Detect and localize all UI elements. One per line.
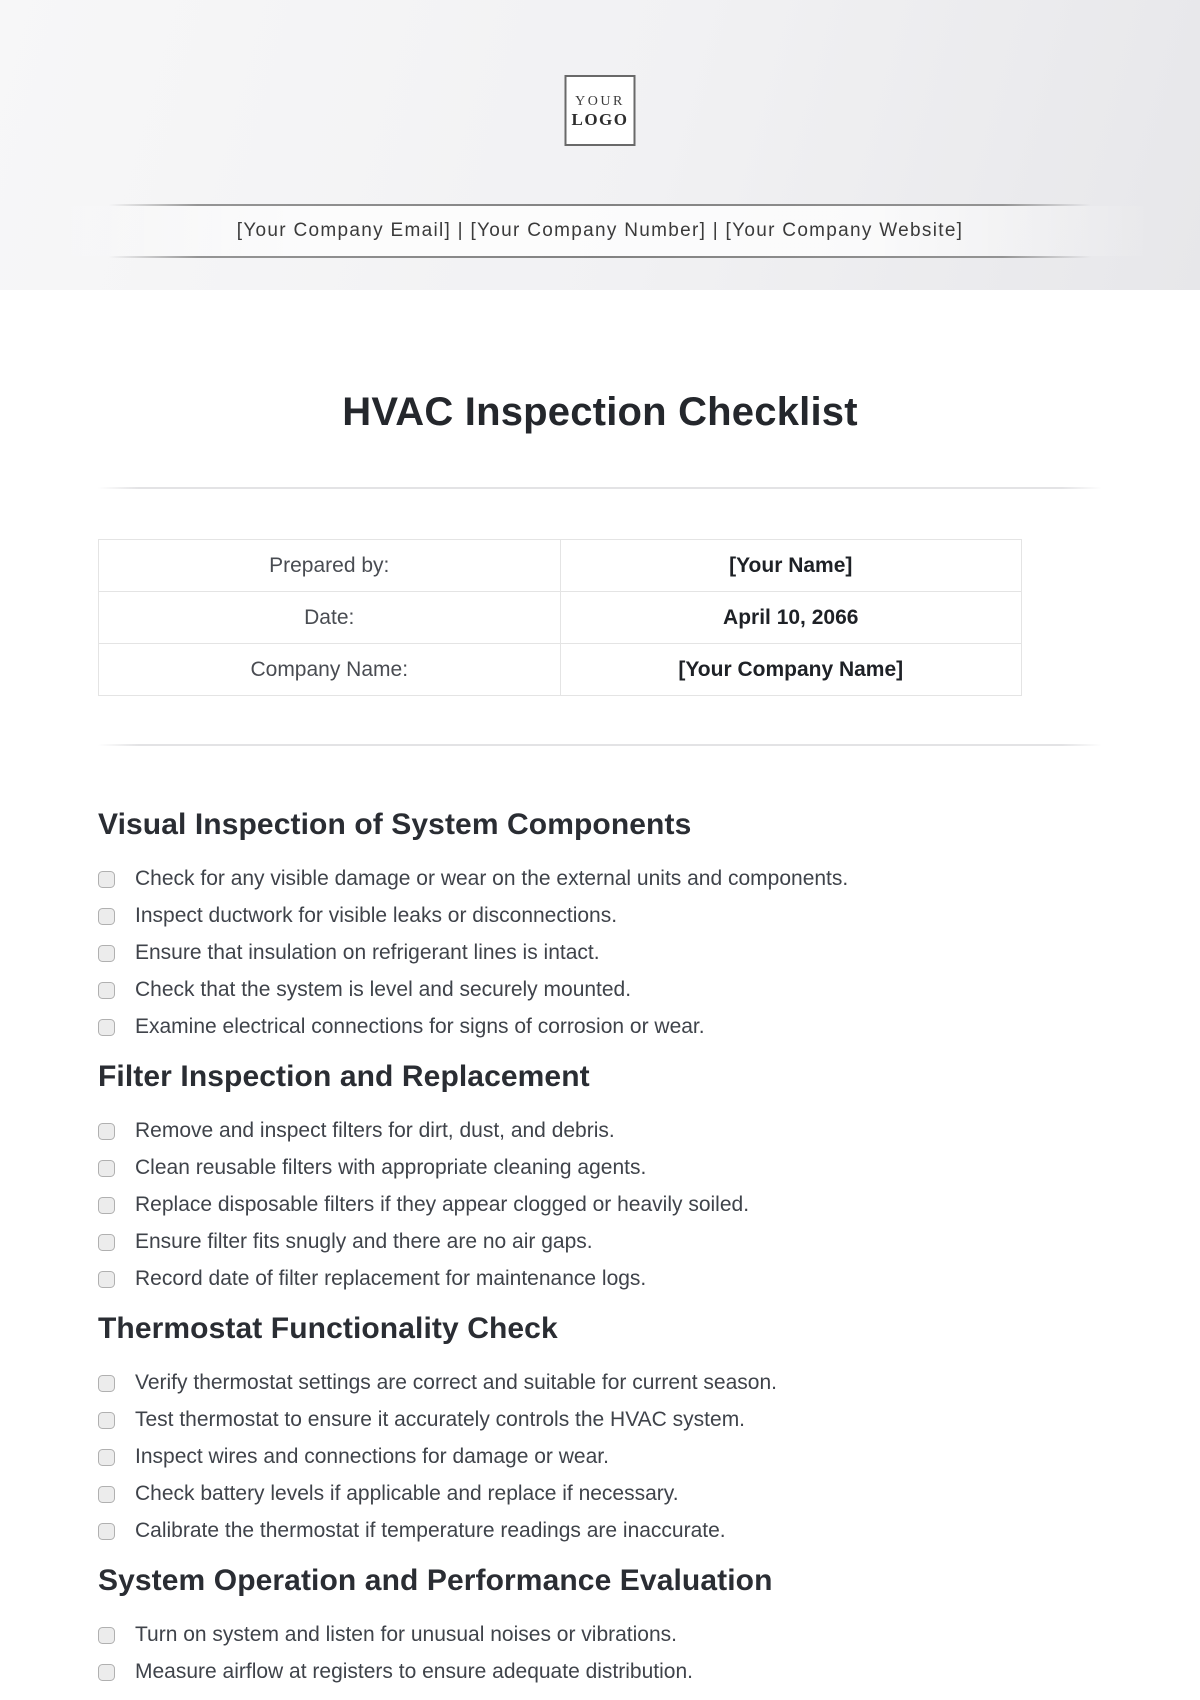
checkbox[interactable]	[98, 871, 115, 888]
checklist-item	[98, 1660, 1102, 1684]
checklist-item	[98, 1156, 1102, 1180]
checklist-item-label: Check for any visible damage or wear on the external units and components.	[135, 867, 849, 890]
checkbox[interactable]	[98, 908, 115, 925]
checklist-item	[98, 1408, 1102, 1432]
checkbox[interactable]	[98, 1019, 115, 1036]
checklist-item	[98, 978, 1102, 1002]
prepared-by-label: Prepared by:	[99, 540, 561, 592]
contact-bar	[0, 204, 1200, 258]
checklist-item-label: Measure airflow at registers to ensure adequate distribution.	[135, 1660, 693, 1683]
checklist-item-label: Record date of filter replacement for maintenance logs.	[135, 1267, 647, 1290]
checklist-filter-inspection	[98, 1119, 1102, 1291]
checklist-item	[98, 1623, 1102, 1647]
logo-text-logo: LOGO	[571, 109, 629, 129]
checklist-item-label: Clean reusable filters with appropriate cleaning agents.	[135, 1156, 647, 1179]
checklist-item-label: Examine electrical connections for signs of corrosion or wear.	[135, 1015, 705, 1038]
contact-rule-bottom	[109, 256, 1091, 258]
checkbox[interactable]	[98, 1375, 115, 1392]
section-heading-filter-inspection: Filter Inspection and Replacement	[98, 1060, 590, 1093]
checkbox[interactable]	[98, 1523, 115, 1540]
company-contact-text: [Your Company Email] | [Your Company Number] | [Your Company Website]	[236, 220, 964, 241]
company-logo	[565, 75, 636, 146]
divider	[98, 487, 1102, 489]
checkbox[interactable]	[98, 1412, 115, 1429]
checklist-item	[98, 1267, 1102, 1291]
checkbox[interactable]	[98, 1486, 115, 1503]
checkbox[interactable]	[98, 1627, 115, 1644]
page-header	[0, 0, 1200, 290]
checkbox[interactable]	[98, 945, 115, 962]
company-name-value: [Your Company Name]	[560, 644, 1022, 696]
checklist-item-label: Turn on system and listen for unusual noises or vibrations.	[135, 1623, 677, 1646]
table-row	[99, 644, 1022, 696]
checklist-item	[98, 1445, 1102, 1469]
table-row	[99, 540, 1022, 592]
section-heading-thermostat-check: Thermostat Functionality Check	[98, 1312, 558, 1345]
checkbox[interactable]	[98, 1123, 115, 1140]
checklist-item-label: Ensure that insulation on refrigerant lines is intact.	[135, 941, 600, 964]
divider	[98, 744, 1102, 746]
checklist-item-label: Replace disposable filters if they appear clogged or heavily soiled.	[135, 1193, 750, 1216]
checklist-item	[98, 941, 1102, 965]
checklist-item	[98, 1230, 1102, 1254]
checklist-item-label: Remove and inspect filters for dirt, dust, and debris.	[135, 1119, 615, 1142]
logo-text-your: YOUR	[575, 93, 625, 109]
checklist-item	[98, 1119, 1102, 1143]
checklist-system-operation	[98, 1623, 1102, 1684]
checklist-item-label: Check battery levels if applicable and replace if necessary.	[135, 1482, 679, 1505]
checklist-item	[98, 1482, 1102, 1506]
section-heading-system-operation: System Operation and Performance Evaluation	[98, 1564, 773, 1597]
checklist-thermostat-check	[98, 1371, 1102, 1543]
info-table	[98, 539, 1022, 696]
checkbox[interactable]	[98, 1234, 115, 1251]
checklist-item-label: Calibrate the thermostat if temperature readings are inaccurate.	[135, 1519, 726, 1542]
company-name-label: Company Name:	[99, 644, 561, 696]
checkbox[interactable]	[98, 1664, 115, 1681]
checklist-item	[98, 1015, 1102, 1039]
table-row	[99, 592, 1022, 644]
section-heading-visual-inspection: Visual Inspection of System Components	[98, 808, 692, 841]
checkbox[interactable]	[98, 1449, 115, 1466]
date-value: April 10, 2066	[560, 592, 1022, 644]
checklist-item-label: Ensure filter fits snugly and there are no air gaps.	[135, 1230, 593, 1253]
checkbox[interactable]	[98, 1160, 115, 1177]
checkbox[interactable]	[98, 982, 115, 999]
checklist-item	[98, 867, 1102, 891]
checklist-item	[98, 904, 1102, 928]
checklist-item-label: Verify thermostat settings are correct and suitable for current season.	[135, 1371, 777, 1394]
checklist-visual-inspection	[98, 867, 1102, 1039]
checklist-item-label: Check that the system is level and securely mounted.	[135, 978, 632, 1001]
checklist-item	[98, 1371, 1102, 1395]
date-label: Date:	[99, 592, 561, 644]
checklist-item	[98, 1193, 1102, 1217]
document-body	[0, 388, 1200, 1684]
checklist-item-label: Inspect wires and connections for damage or wear.	[135, 1445, 609, 1468]
checklist-item	[98, 1519, 1102, 1543]
checkbox[interactable]	[98, 1271, 115, 1288]
page-title: HVAC Inspection Checklist	[342, 390, 858, 434]
checklist-item-label: Test thermostat to ensure it accurately controls the HVAC system.	[135, 1408, 746, 1431]
checkbox[interactable]	[98, 1197, 115, 1214]
checklist-item-label: Inspect ductwork for visible leaks or disconnections.	[135, 904, 618, 927]
prepared-by-value: [Your Name]	[560, 540, 1022, 592]
